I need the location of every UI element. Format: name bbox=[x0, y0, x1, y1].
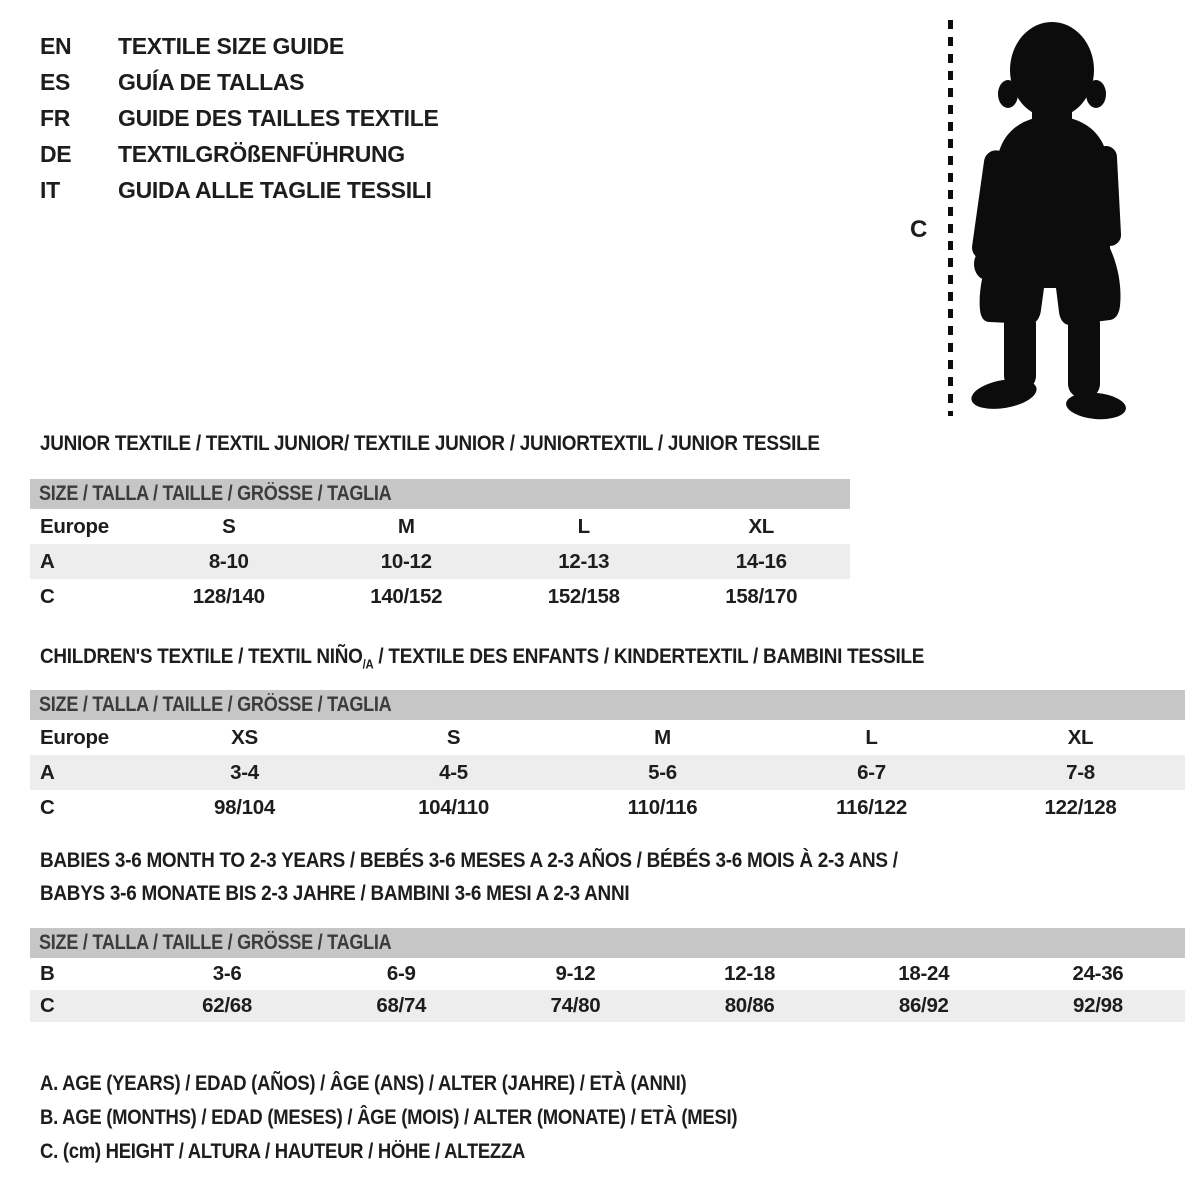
language-code: ES bbox=[40, 68, 71, 95]
language-row-it bbox=[40, 172, 439, 208]
children-title-sub: /A bbox=[362, 656, 374, 672]
language-code: IT bbox=[40, 176, 60, 203]
height-cell: 128/140 bbox=[192, 585, 265, 608]
size-cell: S bbox=[222, 515, 236, 538]
height-cell: 62/68 bbox=[202, 994, 252, 1017]
guide-title-it: GUIDA ALLE TAGLIE TESSILI bbox=[118, 176, 432, 203]
height-cell: 86/92 bbox=[898, 994, 949, 1017]
table-row bbox=[30, 755, 1185, 790]
table-row bbox=[30, 958, 1185, 990]
babies-size-table bbox=[30, 928, 1185, 1022]
babies-title-line2-text: BABYS 3-6 MONATE BIS 2-3 JAHRE / BAMBINI 3-6 MESI A 2-3 ANNI bbox=[40, 881, 630, 905]
table-row bbox=[30, 544, 850, 579]
legend-c-text: C. (cm) HEIGHT / ALTURA / HAUTEUR / HÖHE / ALTEZZA bbox=[40, 1140, 526, 1163]
age-cell: 6-9 bbox=[386, 962, 416, 985]
row-label-c: C bbox=[40, 585, 55, 608]
guide-title-fr: GUIDE DES TAILLES TEXTILE bbox=[118, 104, 439, 131]
age-cell: 3-6 bbox=[212, 962, 242, 985]
row-label-c: C bbox=[40, 796, 55, 819]
size-header-label: SIZE / TALLA / TAILLE / GRÖSSE / TAGLIA bbox=[39, 482, 392, 505]
table-row bbox=[30, 990, 1185, 1022]
age-cell: 18-24 bbox=[898, 962, 950, 985]
table-row bbox=[30, 790, 1185, 825]
measurement-legend bbox=[40, 1071, 832, 1173]
children-section-title bbox=[40, 644, 1045, 671]
junior-section-title-text: JUNIOR TEXTILE / TEXTIL JUNIOR/ TEXTILE JUNIOR / JUNIORTEXTIL / JUNIOR TESSILE bbox=[40, 431, 820, 455]
height-cell: 110/116 bbox=[627, 796, 698, 819]
row-label-europe: Europe bbox=[40, 726, 109, 749]
age-cell: 14-16 bbox=[735, 550, 787, 573]
row-label-europe: Europe bbox=[40, 515, 109, 538]
height-cell: 152/158 bbox=[547, 585, 620, 608]
age-cell: 4-5 bbox=[439, 761, 468, 784]
table-row bbox=[30, 509, 850, 544]
children-section-title-text bbox=[40, 644, 924, 671]
age-cell: 3-4 bbox=[230, 761, 259, 784]
legend-line-c bbox=[40, 1139, 832, 1173]
row-label-a: A bbox=[40, 761, 55, 784]
table-row bbox=[30, 720, 1185, 755]
toddler-silhouette bbox=[960, 12, 1140, 422]
height-cell: 80/86 bbox=[724, 994, 775, 1017]
legend-a-text: A. AGE (YEARS) / EDAD (AÑOS) / ÂGE (ANS) / ALTER (JAHRE) / ETÀ (ANNI) bbox=[40, 1072, 687, 1095]
language-row-de bbox=[40, 136, 439, 172]
legend-line-b bbox=[40, 1105, 832, 1139]
size-cell: M bbox=[397, 515, 415, 538]
table-row bbox=[30, 579, 850, 614]
size-cell: XL bbox=[1067, 726, 1094, 749]
age-cell: 7-8 bbox=[1066, 761, 1095, 784]
height-measure-dashed-line bbox=[948, 20, 953, 416]
size-cell: L bbox=[577, 515, 590, 538]
height-cell: 104/110 bbox=[418, 796, 489, 819]
height-cell: 68/74 bbox=[376, 994, 427, 1017]
size-cell: M bbox=[654, 726, 671, 749]
babies-section-title-line2 bbox=[40, 881, 710, 906]
children-size-table bbox=[30, 690, 1185, 825]
guide-title-es: GUÍA DE TALLAS bbox=[118, 68, 305, 95]
language-row-es bbox=[40, 64, 439, 100]
size-cell: XS bbox=[231, 726, 258, 749]
height-cell: 92/98 bbox=[1073, 994, 1123, 1017]
age-cell: 24-36 bbox=[1072, 962, 1124, 985]
height-cell: 158/170 bbox=[725, 585, 798, 608]
row-label-b: B bbox=[40, 962, 55, 985]
age-cell: 9-12 bbox=[555, 962, 596, 985]
height-cell: 74/80 bbox=[550, 994, 601, 1017]
children-title-post: / TEXTILE DES ENFANTS / KINDERTEXTIL / BAMBINI TESSILE bbox=[373, 644, 925, 668]
row-label-a: A bbox=[40, 550, 55, 573]
size-cell: L bbox=[865, 726, 878, 749]
measure-label-c: C bbox=[910, 216, 928, 243]
babies-section-title-line1 bbox=[40, 848, 1015, 873]
height-cell: 116/122 bbox=[836, 796, 907, 819]
language-code: EN bbox=[40, 32, 72, 59]
row-label-c: C bbox=[40, 994, 55, 1017]
language-code: FR bbox=[40, 104, 71, 131]
guide-title-en: TEXTILE SIZE GUIDE bbox=[118, 32, 344, 59]
guide-title-de: TEXTILGRÖßENFÜHRUNG bbox=[118, 140, 405, 167]
size-header-bar bbox=[30, 479, 850, 509]
babies-title-line1-text: BABIES 3-6 MONTH TO 2-3 YEARS / BEBÉS 3-6 MESES A 2-3 AÑOS / BÉBÉS 3-6 MOIS À 2-3 ANS / bbox=[40, 848, 898, 872]
junior-size-table bbox=[30, 479, 850, 614]
height-cell: 98/104 bbox=[214, 796, 275, 819]
age-cell: 12-18 bbox=[724, 962, 776, 985]
height-cell: 122/128 bbox=[1044, 796, 1117, 819]
legend-b-text: B. AGE (MONTHS) / EDAD (MESES) / ÂGE (MOIS) / ALTER (MONATE) / ETÀ (MESI) bbox=[40, 1106, 738, 1129]
size-cell: XL bbox=[748, 515, 775, 538]
size-header-label: SIZE / TALLA / TAILLE / GRÖSSE / TAGLIA bbox=[39, 693, 392, 716]
language-title-list bbox=[40, 28, 439, 208]
size-header-bar bbox=[30, 928, 1185, 958]
legend-line-a bbox=[40, 1071, 832, 1105]
age-cell: 12-13 bbox=[558, 550, 610, 573]
children-title-pre: CHILDREN'S TEXTILE / TEXTIL NIÑO bbox=[40, 644, 363, 668]
language-code: DE bbox=[40, 140, 72, 167]
size-cell: S bbox=[446, 726, 461, 749]
language-row-en bbox=[40, 28, 439, 64]
size-header-bar bbox=[30, 690, 1185, 720]
age-cell: 10-12 bbox=[380, 550, 432, 573]
age-cell: 8-10 bbox=[208, 550, 249, 573]
height-cell: 140/152 bbox=[370, 585, 443, 608]
language-row-fr bbox=[40, 100, 439, 136]
junior-section-title bbox=[40, 431, 926, 456]
age-cell: 6-7 bbox=[857, 761, 886, 784]
age-cell: 5-6 bbox=[648, 761, 677, 784]
size-header-label: SIZE / TALLA / TAILLE / GRÖSSE / TAGLIA bbox=[39, 931, 392, 954]
